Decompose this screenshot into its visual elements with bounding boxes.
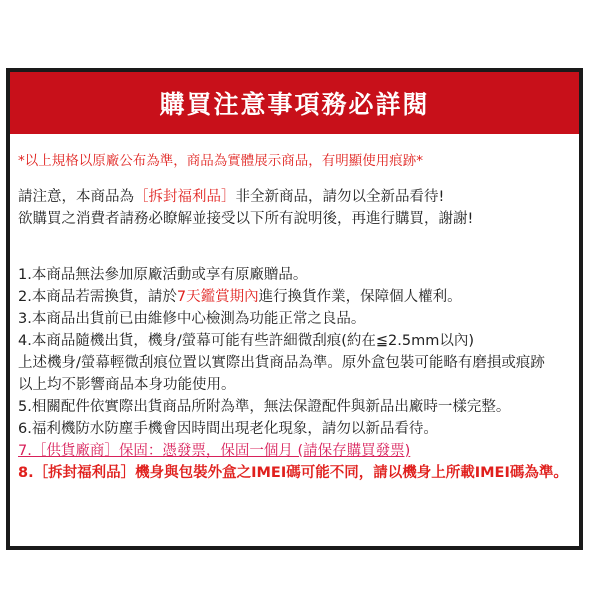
intro-line-1 [18,186,578,208]
item-2-suffix: 進行換貨作業，保障個人權利。 [258,289,462,305]
intro-line-2: 欲購買之消費者請務必瞭解並接受以下所有說明後，再進行購買，謝謝! [18,211,474,227]
item-2-prefix: 2.本商品若需換貨，請於 [18,289,177,305]
list-item-2 [18,286,578,308]
list-item-3: 3.本商品出貨前已由維修中心檢測為功能正常之良品。 [18,311,366,327]
notice-header [10,72,579,134]
intro-prefix: 請注意，本商品為 [18,189,134,205]
intro-suffix: 非全新商品，請勿以全新品看待! [235,189,445,205]
list-item-6: 6.福利機防水防塵手機會因時間出現老化現象，請勿以新品看待。 [18,421,438,437]
list-item-4: 4.本商品隨機出貨，機身/螢幕可能有些許細微刮痕(約在≦2.5mm以內) [18,333,474,349]
notice-content [18,150,578,484]
list-item-5: 5.相關配件依實際出貨商品所附為準，無法保證配件與新品出廠時一樣完整。 [18,399,511,415]
list-item-7: 7.［供貨廠商］保固：憑發票，保固一個月 (請保存購買發票) [18,443,411,459]
notice-frame [6,68,583,550]
notice-title: 購買注意事項務必詳閱 [159,90,430,119]
intro-highlight: ［拆封福利品］ [134,189,236,205]
list-item-4-cont-2: 以上均不影響商品本身功能使用。 [18,377,236,393]
spec-note: *以上規格以原廠公布為準，商品為實體展示商品，有明顯使用痕跡* [18,153,423,169]
item-2-highlight: 7天鑑賞期內 [176,289,259,305]
list-item-8: 8.［拆封福利品］機身與包裝外盒之IMEI碼可能不同，請以機身上所載IMEI碼為準。 [18,465,568,481]
list-item-1: 1.本商品無法參加原廠活動或享有原廠贈品。 [18,267,308,283]
list-item-4-cont-1: 上述機身/螢幕輕微刮痕位置以實際出貨商品為準。原外盒包裝可能略有磨損或痕跡 [18,355,545,371]
